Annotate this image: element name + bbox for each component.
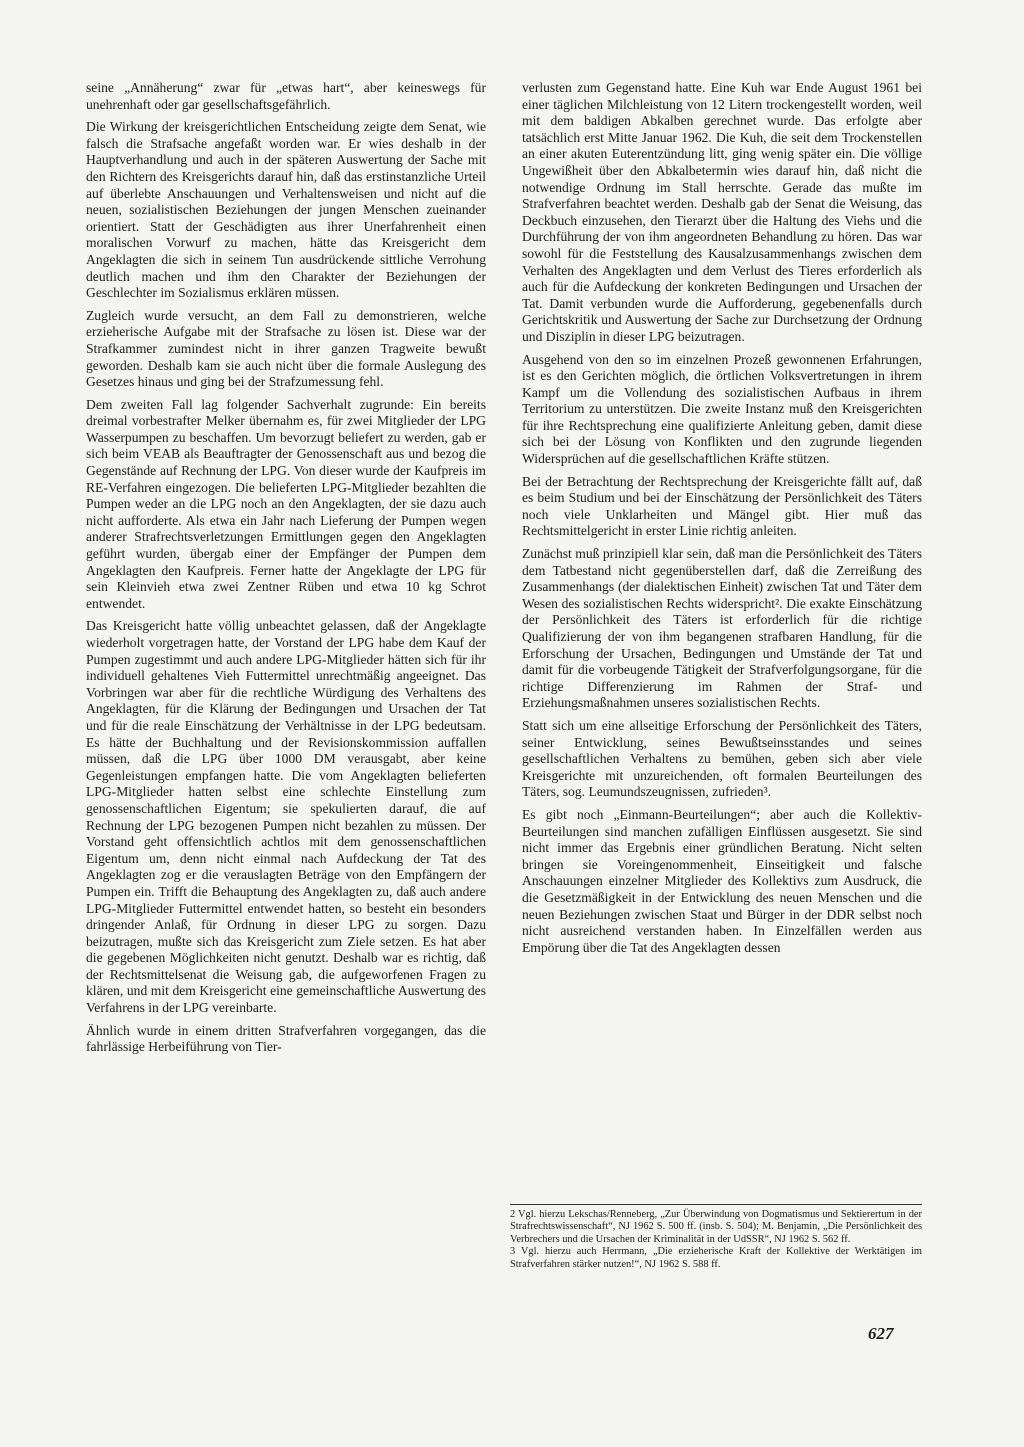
footnote: 3 Vgl. hierzu auch Herrmann, „Die erzieherische Kraft der Kollektive der Werktätigen im Strafverfahren stärker nutzen!“, NJ 1962 S. 588 ff.: [510, 1246, 922, 1270]
paragraph: Dem zweiten Fall lag folgender Sachverhalt zugrunde: Ein bereits dreimal vorbestrafter Melker übernahm es, für zwei Mitglieder der LPG Wasserpumpen zu beschaffen. Um bevorzugt beliefert zu werden, gab er sich beim VEAB als Beauftragter der Genossenschaft aus und bezog die Gegenstände auf Rechnung der LPG. Von dieser wurde der Kaufpreis im RE-Verfahren eingezogen. Die belieferten LPG-Mitglieder bezahlten die Pumpen weder an die LPG noch an den Angeklagten, der sie dazu auch nicht aufforderte. Als etwa ein Jahr nach Lieferung der Pumpen wegen anderer Strafrechtsverletzungen Ermittlungen gegen den Angeklagten geführt wurden, übergab einer der Empfänger der Pumpen dem Angeklagten den Kaufpreis. Ferner hatte der Angeklagte der LPG für sein Kleinvieh etwa zwei Zentner Rüben und etwa 10 kg Schrot entwendet.: [86, 396, 486, 611]
footnote: 2 Vgl. hierzu Lekschas/Renneberg, „Zur Überwindung von Dogmatismus und Sektierertum in der Strafrechtswissenschaft“, NJ 1962 S. 500 ff. (insb. S. 504); M. Benjamin, „Die Persönlichkeit des Verbrechers und die Ursachen der Kriminalität in der UdSSR“, NJ 1962 S. 562 ff.: [510, 1209, 922, 1245]
paragraph: seine „Annäherung“ zwar für „etwas hart“, aber keineswegs für unehrenhaft oder gar gesellschaftsgefährlich.: [86, 80, 486, 112]
paragraph: Zunächst muß prinzipiell klar sein, daß man die Persönlichkeit des Täters dem Tatbestand nicht gegenüberstellen darf, daß die Zerreißung des Zusammenhangs (der dialektischen Einheit) zwischen Tat und Täter dem Wesen des sozialistischen Rechts widerspricht². Die exakte Einschätzung der Persönlichkeit des Täters ist erforderlich für die richtige Qualifizierung der von ihm begangenen strafbaren Handlung, für die Erforschung der Ursachen, Bedingungen und Umstände der Tat und damit für die vorbeugende Tätigkeit der Strafverfolgungsorgane, für die richtige Differenzierung im Rahmen der Straf- und Erziehungsmaßnahmen unseres sozialistischen Rechts.: [522, 546, 922, 711]
paragraph: Das Kreisgericht hatte völlig unbeachtet gelassen, daß der Angeklagte wiederholt vorgetragen hatte, der Vorstand der LPG habe dem Kauf der Pumpen zugestimmt und auch andere LPG-Mitglieder hätten sich für ihr individuell gehaltenes Vieh Futtermittel unrechtmäßig angeeignet. Das Vorbringen war aber für die rechtliche Würdigung des Verhaltens des Angeklagten, für die Klärung der Bedingungen und Ursachen der Tat und für die reale Einschätzung der Verhältnisse in der LPG bedeutsam. Es hätte der Buchhaltung und der Revisionskommission auffallen müssen, daß die LPG über 1000 DM verausgabt, aber keine Gegenleistungen empfangen hatte. Die vom Angeklagten belieferten LPG-Mitglieder hatten selbst eine schlechte Einstellung zum genossenschaftlichen Eigentum; sie spekulierten darauf, die auf Rechnung der LPG bezogenen Pumpen nicht bezahlen zu müssen. Der Vorstand geht offensichtlich achtlos mit dem genossenschaftlichen Eigentum um, denn nicht einmal nach Aufdeckung der Tat des Angeklagten zog er die verauslagten Beträge von den Empfängern der Pumpen ein. Trifft die Behauptung des Angeklagten zu, daß auch andere LPG-Mitglieder Futtermittel entwendet hatten, so besteht ein besonders dringender Anlaß, für Ordnung in dieser LPG zu sorgen. Dazu beizutragen, mußte sich das Kreisgericht zum Ziele setzen. Es hat aber die gegebenen Möglichkeiten nicht genutzt. Deshalb war es richtig, daß der Rechtsmittelsenat die Weisung gab, die aufgeworfenen Fragen zu klären, und mit dem Kreisgericht eine gemeinschaftliche Auswertung des Verfahrens in der LPG vereinbarte.: [86, 618, 486, 1016]
paragraph: Die Wirkung der kreisgerichtlichen Entscheidung zeigte dem Senat, wie falsch die Strafsache angefaßt worden war. Er wies deshalb in der Hauptverhandlung und auch in der späteren Auswertung der Sache mit den Richtern des Kreisgerichts darauf hin, daß das erstinstanzliche Urteil auf überlebte Anschauungen und Verhaltensweisen und nicht auf die neuen, sozialistischen Beziehungen der jungen Menschen zueinander orientiert. Statt der Geschädigten aus ihrer Unerfahrenheit einen moralischen Vorwurf zu machen, hätte das Kreisgericht dem Angeklagten die sich in seinem Tun ausdrückende sittliche Verrohung deutlich machen und ihm den Charakter der Beziehungen der Geschlechter im Sozialismus erklären müssen.: [86, 119, 486, 301]
right-column: [522, 80, 922, 962]
paragraph: verlusten zum Gegenstand hatte. Eine Kuh war Ende August 1961 bei einer täglichen Milchleistung von 12 Litern trockengestellt worden, weil mit dem baldigen Abkalben gerechnet wurde. Das erfolgte aber tatsächlich erst Mitte Januar 1962. Die Kuh, die seit dem Trockenstellen an einer akuten Euterentzündung litt, ging wenig später ein. Die völlige Ungewißheit über den Abkalbetermin wies darauf hin, daß nicht die notwendige Ordnung im Stall herrschte. Gerade das mußte im Strafverfahren beachtet werden. Deshalb gab der Senat die Weisung, das Deckbuch einzusehen, den Tierarzt über die Haltung des Viehs und die Durchführung der von ihm angeordneten Behandlung zu hören. Das war sowohl für die Feststellung des Kausalzusammenhangs zwischen dem Verhalten des Angeklagten und dem Verlust des Tieres erforderlich als auch für die Aufdeckung der konkreten Bedingungen und Ursachen der Tat. Damit verbunden wurde die Aufforderung, gegebenenfalls durch Gerichtskritik und Auswertung der Sache zur Durchsetzung der Ordnung und Disziplin in dieser LPG beizutragen.: [522, 80, 922, 344]
paragraph: Statt sich um eine allseitige Erforschung der Persönlichkeit des Täters, seiner Entwicklung, seines Bewußtseinsstandes und seines gesellschaftlichen Verhaltens zu bemühen, geben sich aber viele Kreisgerichte mit unzureichenden, oft formalen Beurteilungen des Täters, sog. Leumundszeugnissen, zufrieden³.: [522, 717, 922, 800]
paragraph: Zugleich wurde versucht, an dem Fall zu demonstrieren, welche erzieherische Aufgabe mit der Strafsache zu lösen ist. Diese war der Strafkammer zumindest nicht in ihrer ganzen Tragweite bewußt geworden. Deshalb kam sie auch nicht über die formale Auslegung des Gesetzes hinaus und ging bei der Strafzumessung fehl.: [86, 307, 486, 390]
left-column: [86, 80, 486, 1062]
paragraph: Bei der Betrachtung der Rechtsprechung der Kreisgerichte fällt auf, daß es beim Studium und bei der Einschätzung der Persönlichkeit des Täters noch viele Unklarheiten und Mängel gibt. Hier muß das Rechtsmittelgericht in erster Linie richtig anleiten.: [522, 473, 922, 539]
page-number: 627: [868, 1324, 894, 1343]
footnotes: [510, 1204, 922, 1271]
paragraph: Ähnlich wurde in einem dritten Strafverfahren vorgegangen, das die fahrlässige Herbeiführung von Tier-: [86, 1022, 486, 1055]
paragraph: Ausgehend von den so im einzelnen Prozeß gewonnenen Erfahrungen, ist es den Gerichten möglich, die örtlichen Volksvertretungen in ihrem Kampf um die Vollendung des sozialistischen Aufbaus in ihrem Territorium zu unterstützen. Die zweite Instanz muß den Kreisgerichten für ihre Rechtsprechung eine qualifizierte Anleitung geben, damit diese sich bei der Lösung von Konflikten und den zugrunde liegenden Widersprüchen auf die gesellschaftlichen Kräfte stützen.: [522, 351, 922, 467]
paragraph: Es gibt noch „Einmann-Beurteilungen“; aber auch die Kollektiv-Beurteilungen sind manchen zufälligen Einflüssen ausgesetzt. Sie sind nicht immer das Ergebnis einer gründlichen Beratung. Nicht selten bringen sie Voreingenommenheit, Einseitigkeit und falsche Anschauungen einzelner Mitglieder des Kollektivs zum Ausdruck, die die Gesetzmäßigkeit in der Entwicklung des neuen Menschen und die neuen Beziehungen zwischen Staat und Bürger in der DDR selbst noch nicht ausreichend verstanden haben. In Einzelfällen werden aus Empörung über die Tat des Angeklagten dessen: [522, 806, 922, 955]
